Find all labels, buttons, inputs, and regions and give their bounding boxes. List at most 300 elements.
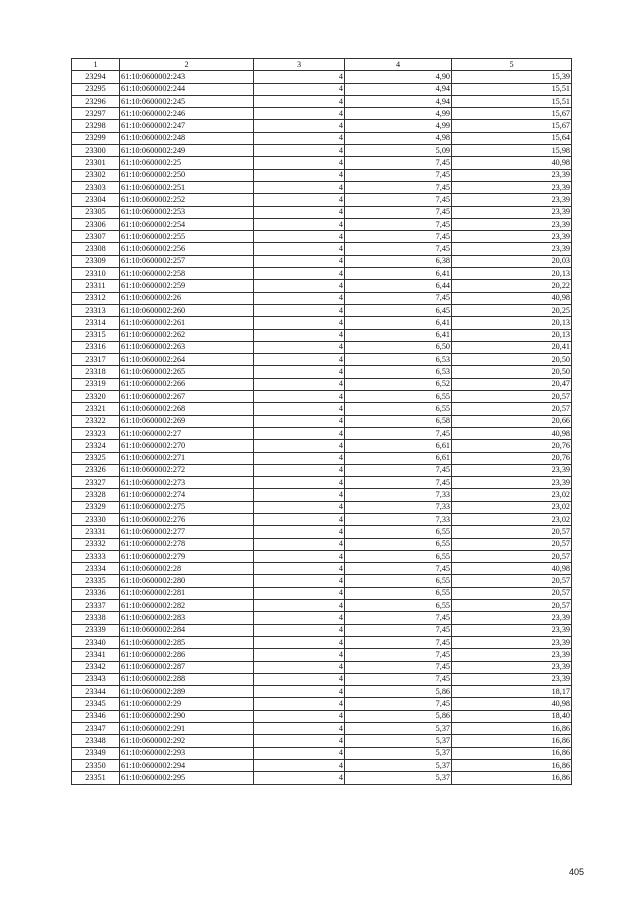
amount-value-cell: 23,39 [452, 649, 572, 661]
table-row [72, 513, 572, 525]
cadastral-number-cell: 61:10:0600002:249 [120, 145, 254, 157]
amount-value-cell: 18,40 [452, 710, 572, 722]
amount-value-cell: 20,57 [452, 600, 572, 612]
cadastral-number-cell: 61:10:0600002:265 [120, 366, 254, 378]
area-value-cell: 6,55 [345, 550, 452, 562]
area-value-cell: 7,45 [345, 206, 452, 218]
row-number-cell: 23306 [72, 218, 120, 230]
category-cell: 4 [254, 280, 345, 292]
area-value-cell: 7,45 [345, 181, 452, 193]
amount-value-cell: 40,98 [452, 698, 572, 710]
table-row [72, 354, 572, 366]
area-value-cell: 7,45 [345, 243, 452, 255]
amount-value-cell: 15,67 [452, 120, 572, 132]
row-number-cell: 23326 [72, 464, 120, 476]
row-number-cell: 23318 [72, 366, 120, 378]
cadastral-number-cell: 61:10:0600002:269 [120, 415, 254, 427]
amount-value-cell: 20,50 [452, 354, 572, 366]
table-row [72, 686, 572, 698]
cadastral-number-cell: 61:10:0600002:268 [120, 403, 254, 415]
category-cell: 4 [254, 218, 345, 230]
category-cell: 4 [254, 477, 345, 489]
table-row [72, 255, 572, 267]
amount-value-cell: 20,13 [452, 329, 572, 341]
area-value-cell: 6,55 [345, 403, 452, 415]
cadastral-number-cell: 61:10:0600002:281 [120, 587, 254, 599]
category-cell: 4 [254, 181, 345, 193]
area-value-cell: 6,50 [345, 341, 452, 353]
table-row [72, 624, 572, 636]
amount-value-cell: 15,98 [452, 145, 572, 157]
cadastral-number-cell: 61:10:0600002:263 [120, 341, 254, 353]
cadastral-number-cell: 61:10:0600002:266 [120, 378, 254, 390]
category-cell: 4 [254, 243, 345, 255]
category-cell: 4 [254, 636, 345, 648]
area-value-cell: 7,33 [345, 489, 452, 501]
cadastral-number-cell: 61:10:0600002:252 [120, 194, 254, 206]
row-number-cell: 23301 [72, 157, 120, 169]
amount-value-cell: 20,57 [452, 391, 572, 403]
area-value-cell: 6,61 [345, 440, 452, 452]
amount-value-cell: 23,39 [452, 673, 572, 685]
column-header-1: 1 [72, 59, 120, 71]
row-number-cell: 23337 [72, 600, 120, 612]
table-row [72, 71, 572, 83]
cadastral-number-cell: 61:10:0600002:27 [120, 427, 254, 439]
amount-value-cell: 23,39 [452, 181, 572, 193]
cadastral-number-cell: 61:10:0600002:291 [120, 723, 254, 735]
amount-value-cell: 20,03 [452, 255, 572, 267]
area-value-cell: 4,99 [345, 108, 452, 120]
table-row [72, 636, 572, 648]
row-number-cell: 23309 [72, 255, 120, 267]
category-cell: 4 [254, 649, 345, 661]
cadastral-number-cell: 61:10:0600002:293 [120, 747, 254, 759]
amount-value-cell: 20,57 [452, 403, 572, 415]
category-cell: 4 [254, 587, 345, 599]
row-number-cell: 23349 [72, 747, 120, 759]
column-header-5: 5 [452, 59, 572, 71]
category-cell: 4 [254, 710, 345, 722]
table-row [72, 661, 572, 673]
category-cell: 4 [254, 661, 345, 673]
cadastral-number-cell: 61:10:0600002:267 [120, 391, 254, 403]
area-value-cell: 5,37 [345, 759, 452, 771]
table-row [72, 477, 572, 489]
area-value-cell: 7,33 [345, 513, 452, 525]
area-value-cell: 7,45 [345, 427, 452, 439]
row-number-cell: 23308 [72, 243, 120, 255]
row-number-cell: 23351 [72, 772, 120, 784]
table-row [72, 218, 572, 230]
category-cell: 4 [254, 538, 345, 550]
table-row [72, 772, 572, 784]
category-cell: 4 [254, 329, 345, 341]
amount-value-cell: 23,39 [452, 612, 572, 624]
table-row [72, 600, 572, 612]
column-header-2: 2 [120, 59, 254, 71]
cadastral-number-cell: 61:10:0600002:283 [120, 612, 254, 624]
row-number-cell: 23302 [72, 169, 120, 181]
row-number-cell: 23339 [72, 624, 120, 636]
cadastral-number-cell: 61:10:0600002:251 [120, 181, 254, 193]
category-cell: 4 [254, 304, 345, 316]
amount-value-cell: 20,76 [452, 440, 572, 452]
table-row [72, 120, 572, 132]
area-value-cell: 7,45 [345, 649, 452, 661]
cadastral-number-cell: 61:10:0600002:288 [120, 673, 254, 685]
cadastral-number-cell: 61:10:0600002:262 [120, 329, 254, 341]
cadastral-number-cell: 61:10:0600002:256 [120, 243, 254, 255]
amount-value-cell: 23,39 [452, 477, 572, 489]
cadastral-number-cell: 61:10:0600002:245 [120, 95, 254, 107]
row-number-cell: 23305 [72, 206, 120, 218]
area-value-cell: 4,94 [345, 83, 452, 95]
table-row [72, 427, 572, 439]
cadastral-number-cell: 61:10:0600002:273 [120, 477, 254, 489]
area-value-cell: 6,58 [345, 415, 452, 427]
amount-value-cell: 18,17 [452, 686, 572, 698]
cadastral-number-cell: 61:10:0600002:287 [120, 661, 254, 673]
row-number-cell: 23335 [72, 575, 120, 587]
category-cell: 4 [254, 673, 345, 685]
area-value-cell: 7,45 [345, 563, 452, 575]
cadastral-number-cell: 61:10:0600002:277 [120, 526, 254, 538]
table-row [72, 292, 572, 304]
category-cell: 4 [254, 71, 345, 83]
table-row [72, 501, 572, 513]
table-row [72, 157, 572, 169]
area-value-cell: 4,99 [345, 120, 452, 132]
row-number-cell: 23313 [72, 304, 120, 316]
category-cell: 4 [254, 169, 345, 181]
row-number-cell: 23324 [72, 440, 120, 452]
area-value-cell: 7,45 [345, 624, 452, 636]
cadastral-number-cell: 61:10:0600002:247 [120, 120, 254, 132]
area-value-cell: 6,55 [345, 587, 452, 599]
amount-value-cell: 20,57 [452, 550, 572, 562]
cadastral-number-cell: 61:10:0600002:28 [120, 563, 254, 575]
category-cell: 4 [254, 686, 345, 698]
cadastral-number-cell: 61:10:0600002:286 [120, 649, 254, 661]
amount-value-cell: 23,39 [452, 636, 572, 648]
area-value-cell: 7,45 [345, 661, 452, 673]
row-number-cell: 23295 [72, 83, 120, 95]
amount-value-cell: 20,50 [452, 366, 572, 378]
row-number-cell: 23342 [72, 661, 120, 673]
category-cell: 4 [254, 194, 345, 206]
area-value-cell: 7,45 [345, 636, 452, 648]
row-number-cell: 23322 [72, 415, 120, 427]
table-row [72, 464, 572, 476]
category-cell: 4 [254, 206, 345, 218]
amount-value-cell: 23,39 [452, 464, 572, 476]
row-number-cell: 23329 [72, 501, 120, 513]
row-number-cell: 23314 [72, 317, 120, 329]
table-row [72, 391, 572, 403]
category-cell: 4 [254, 747, 345, 759]
table-row [72, 268, 572, 280]
row-number-cell: 23321 [72, 403, 120, 415]
row-number-cell: 23328 [72, 489, 120, 501]
row-number-cell: 23346 [72, 710, 120, 722]
area-value-cell: 6,45 [345, 304, 452, 316]
area-value-cell: 6,55 [345, 600, 452, 612]
table-row [72, 403, 572, 415]
table-row [72, 108, 572, 120]
area-value-cell: 7,45 [345, 464, 452, 476]
category-cell: 4 [254, 501, 345, 513]
row-number-cell: 23341 [72, 649, 120, 661]
cadastral-number-cell: 61:10:0600002:274 [120, 489, 254, 501]
area-value-cell: 6,55 [345, 526, 452, 538]
area-value-cell: 6,55 [345, 575, 452, 587]
table-row [72, 587, 572, 599]
cadastral-number-cell: 61:10:0600002:255 [120, 231, 254, 243]
row-number-cell: 23327 [72, 477, 120, 489]
table-row [72, 710, 572, 722]
category-cell: 4 [254, 600, 345, 612]
page-number: 405 [568, 867, 584, 877]
cadastral-number-cell: 61:10:0600002:243 [120, 71, 254, 83]
row-number-cell: 23304 [72, 194, 120, 206]
column-header-3: 3 [254, 59, 345, 71]
category-cell: 4 [254, 95, 345, 107]
amount-value-cell: 16,86 [452, 735, 572, 747]
table-row [72, 95, 572, 107]
category-cell: 4 [254, 526, 345, 538]
cadastral-number-cell: 61:10:0600002:271 [120, 452, 254, 464]
amount-value-cell: 16,86 [452, 772, 572, 784]
cadastral-number-cell: 61:10:0600002:295 [120, 772, 254, 784]
amount-value-cell: 20,57 [452, 526, 572, 538]
amount-value-cell: 20,22 [452, 280, 572, 292]
row-number-cell: 23325 [72, 452, 120, 464]
table-row [72, 304, 572, 316]
cadastral-number-cell: 61:10:0600002:246 [120, 108, 254, 120]
data-table [71, 58, 572, 785]
row-number-cell: 23307 [72, 231, 120, 243]
cadastral-number-cell: 61:10:0600002:25 [120, 157, 254, 169]
category-cell: 4 [254, 391, 345, 403]
table-row [72, 378, 572, 390]
amount-value-cell: 23,39 [452, 661, 572, 673]
category-cell: 4 [254, 378, 345, 390]
category-cell: 4 [254, 464, 345, 476]
amount-value-cell: 16,86 [452, 723, 572, 735]
category-cell: 4 [254, 415, 345, 427]
amount-value-cell: 40,98 [452, 563, 572, 575]
row-number-cell: 23330 [72, 513, 120, 525]
table-row [72, 673, 572, 685]
table-row [72, 206, 572, 218]
row-number-cell: 23336 [72, 587, 120, 599]
table-body [72, 71, 572, 784]
row-number-cell: 23320 [72, 391, 120, 403]
table-header [72, 59, 572, 71]
table-row [72, 280, 572, 292]
row-number-cell: 23298 [72, 120, 120, 132]
row-number-cell: 23333 [72, 550, 120, 562]
category-cell: 4 [254, 366, 345, 378]
table-row [72, 735, 572, 747]
amount-value-cell: 20,13 [452, 317, 572, 329]
row-number-cell: 23319 [72, 378, 120, 390]
category-cell: 4 [254, 354, 345, 366]
area-value-cell: 6,38 [345, 255, 452, 267]
area-value-cell: 4,90 [345, 71, 452, 83]
area-value-cell: 7,45 [345, 477, 452, 489]
cadastral-number-cell: 61:10:0600002:294 [120, 759, 254, 771]
table-row [72, 231, 572, 243]
cadastral-number-cell: 61:10:0600002:254 [120, 218, 254, 230]
row-number-cell: 23340 [72, 636, 120, 648]
table-row [72, 83, 572, 95]
cadastral-number-cell: 61:10:0600002:272 [120, 464, 254, 476]
area-value-cell: 5,86 [345, 686, 452, 698]
row-number-cell: 23296 [72, 95, 120, 107]
category-cell: 4 [254, 723, 345, 735]
table-row [72, 194, 572, 206]
table-row [72, 747, 572, 759]
area-value-cell: 7,45 [345, 292, 452, 304]
header-row [72, 59, 572, 71]
area-value-cell: 4,94 [345, 95, 452, 107]
cadastral-number-cell: 61:10:0600002:259 [120, 280, 254, 292]
row-number-cell: 23350 [72, 759, 120, 771]
amount-value-cell: 40,98 [452, 157, 572, 169]
category-cell: 4 [254, 132, 345, 144]
table-row [72, 415, 572, 427]
row-number-cell: 23297 [72, 108, 120, 120]
amount-value-cell: 16,86 [452, 747, 572, 759]
table-row [72, 329, 572, 341]
amount-value-cell: 23,39 [452, 194, 572, 206]
cadastral-number-cell: 61:10:0600002:264 [120, 354, 254, 366]
amount-value-cell: 20,57 [452, 587, 572, 599]
area-value-cell: 7,45 [345, 157, 452, 169]
area-value-cell: 6,55 [345, 538, 452, 550]
row-number-cell: 23334 [72, 563, 120, 575]
table-row [72, 243, 572, 255]
table-row [72, 317, 572, 329]
cadastral-number-cell: 61:10:0600002:280 [120, 575, 254, 587]
area-value-cell: 6,41 [345, 317, 452, 329]
category-cell: 4 [254, 612, 345, 624]
cadastral-number-cell: 61:10:0600002:257 [120, 255, 254, 267]
area-value-cell: 7,45 [345, 194, 452, 206]
row-number-cell: 23312 [72, 292, 120, 304]
table-row [72, 145, 572, 157]
area-value-cell: 7,45 [345, 698, 452, 710]
category-cell: 4 [254, 575, 345, 587]
area-value-cell: 6,61 [345, 452, 452, 464]
row-number-cell: 23331 [72, 526, 120, 538]
category-cell: 4 [254, 83, 345, 95]
table-row [72, 452, 572, 464]
row-number-cell: 23348 [72, 735, 120, 747]
amount-value-cell: 15,64 [452, 132, 572, 144]
column-header-4: 4 [345, 59, 452, 71]
table-row [72, 649, 572, 661]
row-number-cell: 23332 [72, 538, 120, 550]
area-value-cell: 6,55 [345, 391, 452, 403]
category-cell: 4 [254, 255, 345, 267]
amount-value-cell: 16,86 [452, 759, 572, 771]
table-row [72, 132, 572, 144]
row-number-cell: 23311 [72, 280, 120, 292]
category-cell: 4 [254, 403, 345, 415]
cadastral-number-cell: 61:10:0600002:278 [120, 538, 254, 550]
amount-value-cell: 20,41 [452, 341, 572, 353]
category-cell: 4 [254, 513, 345, 525]
table-row [72, 698, 572, 710]
amount-value-cell: 23,39 [452, 243, 572, 255]
area-value-cell: 5,86 [345, 710, 452, 722]
amount-value-cell: 23,39 [452, 169, 572, 181]
area-value-cell: 5,37 [345, 723, 452, 735]
area-value-cell: 6,53 [345, 366, 452, 378]
cadastral-number-cell: 61:10:0600002:244 [120, 83, 254, 95]
cadastral-number-cell: 61:10:0600002:270 [120, 440, 254, 452]
area-value-cell: 6,52 [345, 378, 452, 390]
cadastral-number-cell: 61:10:0600002:258 [120, 268, 254, 280]
category-cell: 4 [254, 427, 345, 439]
row-number-cell: 23343 [72, 673, 120, 685]
table-row [72, 341, 572, 353]
cadastral-number-cell: 61:10:0600002:279 [120, 550, 254, 562]
amount-value-cell: 23,02 [452, 513, 572, 525]
row-number-cell: 23303 [72, 181, 120, 193]
cadastral-number-cell: 61:10:0600002:250 [120, 169, 254, 181]
table-row [72, 526, 572, 538]
category-cell: 4 [254, 759, 345, 771]
table-row [72, 575, 572, 587]
amount-value-cell: 15,51 [452, 95, 572, 107]
cadastral-number-cell: 61:10:0600002:29 [120, 698, 254, 710]
cadastral-number-cell: 61:10:0600002:284 [120, 624, 254, 636]
cadastral-number-cell: 61:10:0600002:282 [120, 600, 254, 612]
amount-value-cell: 23,02 [452, 489, 572, 501]
cadastral-number-cell: 61:10:0600002:276 [120, 513, 254, 525]
row-number-cell: 23315 [72, 329, 120, 341]
area-value-cell: 4,98 [345, 132, 452, 144]
amount-value-cell: 23,39 [452, 624, 572, 636]
area-value-cell: 7,45 [345, 673, 452, 685]
category-cell: 4 [254, 440, 345, 452]
area-value-cell: 7,33 [345, 501, 452, 513]
table-row [72, 366, 572, 378]
area-value-cell: 5,37 [345, 747, 452, 759]
row-number-cell: 23317 [72, 354, 120, 366]
amount-value-cell: 15,67 [452, 108, 572, 120]
category-cell: 4 [254, 624, 345, 636]
row-number-cell: 23300 [72, 145, 120, 157]
row-number-cell: 23294 [72, 71, 120, 83]
cadastral-number-cell: 61:10:0600002:248 [120, 132, 254, 144]
category-cell: 4 [254, 120, 345, 132]
amount-value-cell: 20,76 [452, 452, 572, 464]
amount-value-cell: 20,57 [452, 538, 572, 550]
table-row [72, 550, 572, 562]
table-row [72, 759, 572, 771]
cadastral-number-cell: 61:10:0600002:260 [120, 304, 254, 316]
area-value-cell: 6,44 [345, 280, 452, 292]
amount-value-cell: 20,66 [452, 415, 572, 427]
table-row [72, 538, 572, 550]
amount-value-cell: 15,51 [452, 83, 572, 95]
amount-value-cell: 15,39 [452, 71, 572, 83]
